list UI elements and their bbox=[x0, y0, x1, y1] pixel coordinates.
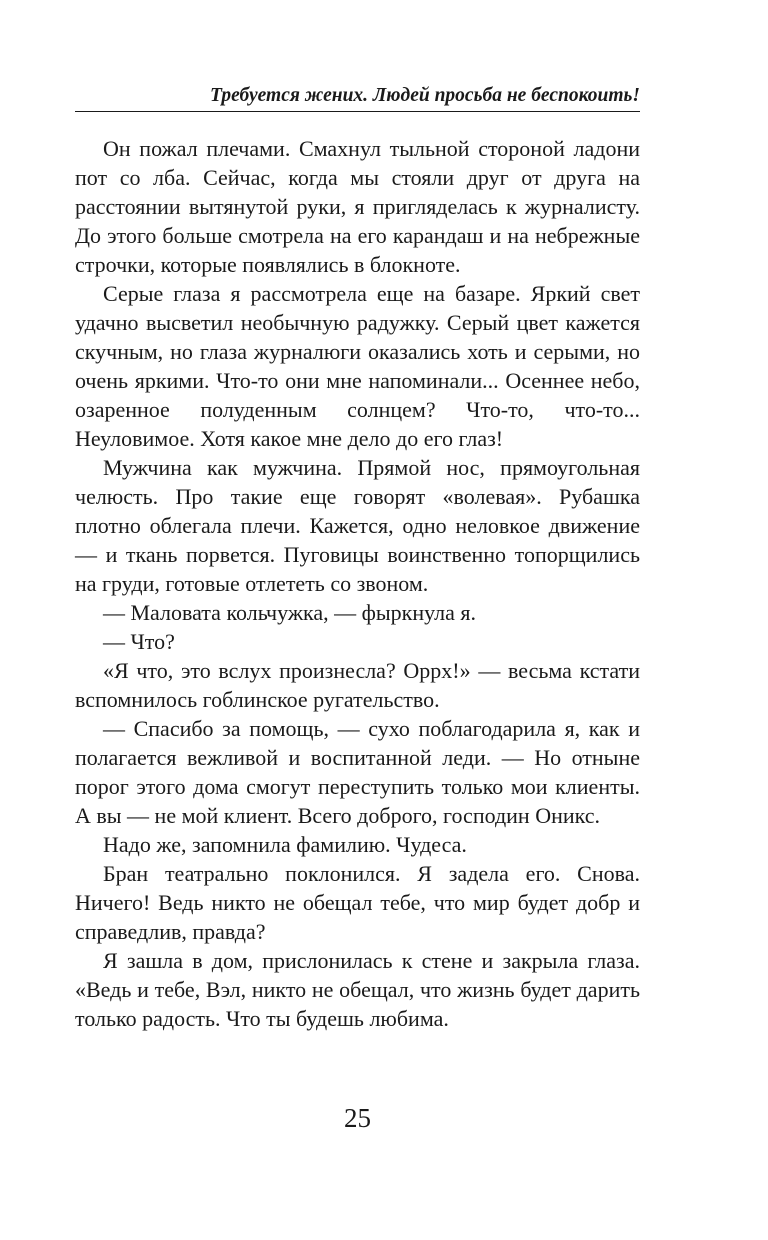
paragraph: Я зашла в дом, прислонилась к стене и закрыла глаза. «Ведь и тебе, Вэл, никто не обещал, что жизнь будет дарить только радость. Что ты будешь любима. bbox=[75, 948, 640, 1031]
paragraph: — Маловата кольчужка, — фыркнула я. bbox=[103, 600, 477, 625]
paragraph: Надо же, запомнила фамилию. Чудеса. bbox=[103, 832, 467, 857]
body-text bbox=[75, 134, 640, 1033]
paragraph: — Спасибо за помощь, — сухо поблагодарила я, как и полагается вежливой и воспитанной леди. — Но отныне порог этого дома смогут переступить только мои клиенты. А вы — не мой клиент. Всего доброго, господин Оникс. bbox=[75, 716, 640, 828]
running-head: Требуется жених. Людей просьба не беспокоить! bbox=[209, 85, 640, 106]
page-number: 25 bbox=[344, 1103, 371, 1133]
paragraph: Бран театрально поклонился. Я задела его. Снова. Ничего! Ведь никто не обещал тебе, что мир будет добр и справедлив, правда? bbox=[75, 861, 640, 944]
paragraph: Серые глаза я рассмотрела еще на базаре. Яркий свет удачно высветил необычную радужку. Серый цвет кажется скучным, но глаза журналюги оказались хоть и серыми, но очень яркими. Что-то они мне напоминали... Осеннее небо, озаренное полуденным солнцем? Что-то, что-то... Неуловимое. Хотя какое мне дело до его глаз! bbox=[75, 281, 640, 451]
paragraph: — Что? bbox=[103, 629, 175, 654]
header-rule bbox=[75, 111, 640, 112]
paragraph: «Я что, это вслух произнесла? Оррх!» — весьма кстати вспомнилось гоблинское ругательство. bbox=[75, 658, 640, 712]
paragraph: Мужчина как мужчина. Прямой нос, прямоугольная челюсть. Про такие еще говорят «волевая». Рубашка плотно облегала плечи. Кажется, одно неловкое движение — и ткань порвется. Пуговицы воинственно топорщились на груди, готовые отлететь со звоном. bbox=[75, 455, 640, 596]
paragraph: Он пожал плечами. Смахнул тыльной стороной ладони пот со лба. Сейчас, когда мы стояли друг от друга на расстоянии вытянутой руки, я пригляделась к журналисту. До этого больше смотрела на его карандаш и на небрежные строчки, которые появлялись в блокноте. bbox=[75, 136, 640, 277]
